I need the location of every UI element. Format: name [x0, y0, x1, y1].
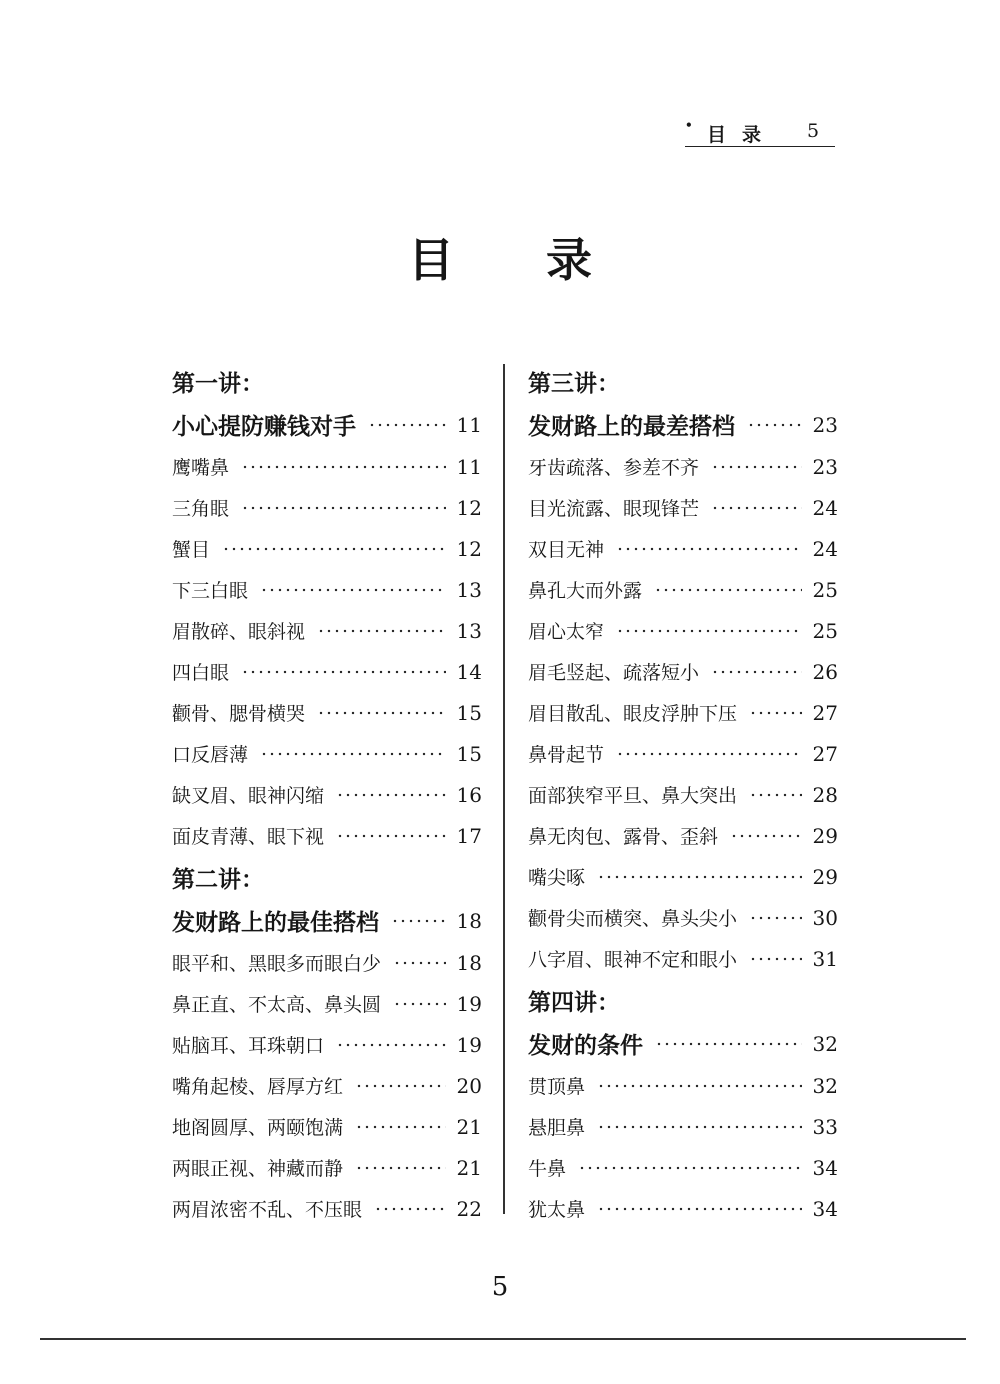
dot-leader [260, 586, 446, 594]
toc-entry-label: 鼻无肉包、露骨、歪斜 [528, 826, 719, 848]
toc-entry-page: 28 [812, 782, 838, 807]
toc-entry[interactable] [172, 942, 482, 983]
dot-leader [747, 421, 802, 429]
toc-section-heading[interactable] [528, 403, 838, 446]
toc-entry[interactable] [528, 487, 838, 528]
bottom-rule [40, 1338, 966, 1340]
toc-entry-page: 24 [812, 495, 838, 520]
dot-leader [260, 750, 446, 758]
dot-leader [336, 832, 446, 840]
toc-entry[interactable] [172, 1106, 482, 1147]
toc-entry[interactable] [172, 733, 482, 774]
toc-entry-label: 眼平和、黑眼多而眼白少 [172, 953, 382, 975]
toc-entry[interactable] [528, 1065, 838, 1106]
toc-entry-page: 32 [812, 1031, 838, 1056]
toc-entry[interactable] [172, 487, 482, 528]
toc-entry-page: 15 [456, 700, 482, 725]
dot-leader [616, 627, 802, 635]
toc-entry-label: 地阁圆厚、两颐饱满 [172, 1117, 344, 1139]
toc-entry[interactable] [528, 815, 838, 856]
toc-entry[interactable] [528, 856, 838, 897]
toc-entry-page: 13 [456, 618, 482, 643]
dot-leader [749, 791, 802, 799]
running-head-page: 5 [807, 120, 820, 142]
toc-entry-page: 27 [812, 700, 838, 725]
toc-entry[interactable] [172, 569, 482, 610]
dot-leader [355, 1123, 446, 1131]
toc-entry-page: 27 [812, 741, 838, 766]
toc-entry-label: 双目无神 [528, 539, 605, 561]
toc-entry-label: 嘴角起棱、唇厚方红 [172, 1076, 344, 1098]
toc-entry-label: 颧骨、腮骨横哭 [172, 703, 306, 725]
toc-entry-label: 蟹目 [172, 539, 211, 561]
toc-entry-label: 发财路上的最佳搭档 [172, 909, 379, 936]
toc-entry[interactable] [528, 733, 838, 774]
toc-entry[interactable] [172, 774, 482, 815]
toc-entry-page: 33 [812, 1114, 838, 1139]
dot-leader [374, 1205, 446, 1213]
dot-leader [393, 959, 446, 967]
toc-entry-page: 23 [812, 454, 838, 479]
toc-lecture-title [528, 360, 838, 403]
toc-entry-page: 21 [456, 1155, 482, 1180]
toc-entry-page: 13 [456, 577, 482, 602]
toc-entry-label: 目光流露、眼现锋芒 [528, 498, 700, 520]
toc-entry-label: 八字眉、眼神不定和眼小 [528, 949, 738, 971]
toc-entry-label: 悬胆鼻 [528, 1117, 586, 1139]
toc-entry-page: 34 [812, 1196, 838, 1221]
toc-entry-label: 牛鼻 [528, 1158, 567, 1180]
toc-entry-label: 颧骨尖而横突、鼻头尖小 [528, 908, 738, 930]
footer-page-number: 5 [491, 1272, 509, 1302]
toc-entry[interactable] [172, 1147, 482, 1188]
toc-entry-page: 19 [456, 1032, 482, 1057]
toc-entry-label: 发财的条件 [528, 1032, 643, 1059]
dot-leader [616, 750, 802, 758]
toc-section-heading[interactable] [172, 403, 482, 446]
toc-entry-label: 缺叉眉、眼神闪缩 [172, 785, 325, 807]
toc-entry-page: 16 [456, 782, 482, 807]
dot-leader [578, 1164, 802, 1172]
dot-leader [749, 955, 802, 963]
page-title: 目 录 [407, 233, 630, 287]
toc-entry[interactable] [172, 610, 482, 651]
dot-leader [597, 873, 802, 881]
toc-entry[interactable] [528, 692, 838, 733]
toc-entry-label: 四白眼 [172, 662, 230, 684]
toc-entry-label: 第二讲： [172, 866, 264, 893]
toc-entry-label: 第四讲： [528, 989, 620, 1016]
dot-leader [317, 627, 446, 635]
toc-entry[interactable] [528, 1188, 838, 1229]
toc-entry-label: 面部狭窄平旦、鼻大突出 [528, 785, 738, 807]
toc-section-heading[interactable] [528, 1022, 838, 1065]
toc-entry-page: 20 [456, 1073, 482, 1098]
dot-leader [597, 1205, 802, 1213]
dot-leader [711, 504, 802, 512]
toc-entry-label: 下三白眼 [172, 580, 249, 602]
toc-entry[interactable] [172, 1188, 482, 1229]
toc-entry[interactable] [172, 692, 482, 733]
toc-entry[interactable] [172, 815, 482, 856]
toc-entry-label: 发财路上的最差搭档 [528, 413, 735, 440]
dot-leader [391, 917, 446, 925]
running-head [685, 116, 835, 147]
toc-entry-page: 29 [812, 864, 838, 889]
toc-entry-page: 18 [456, 908, 482, 933]
dot-leader [597, 1123, 802, 1131]
toc-entry-label: 眉毛竖起、疏落短小 [528, 662, 700, 684]
toc-entry-page: 11 [456, 454, 482, 479]
toc-entry[interactable] [172, 983, 482, 1024]
dot-leader [368, 421, 446, 429]
dot-leader [336, 791, 446, 799]
dot-leader [655, 1040, 802, 1048]
toc-lecture-title [172, 856, 482, 899]
dot-leader [393, 1000, 446, 1008]
toc-entry[interactable] [528, 1147, 838, 1188]
toc-entry-label: 眉目散乱、眼皮浮肿下压 [528, 703, 738, 725]
dot-leader [336, 1041, 446, 1049]
toc-entry-label: 面皮青薄、眼下视 [172, 826, 325, 848]
toc-entry-page: 22 [456, 1196, 482, 1221]
toc-entry-label: 鼻正直、不太高、鼻头圆 [172, 994, 382, 1016]
toc-right-column [528, 360, 838, 1229]
toc-lecture-title [172, 360, 482, 403]
toc-entry-label: 贯顶鼻 [528, 1076, 586, 1098]
toc-lecture-title [528, 979, 838, 1022]
toc-entry-page: 17 [456, 823, 482, 848]
column-divider [503, 364, 505, 1214]
toc-entry-page: 15 [456, 741, 482, 766]
toc-entry-page: 25 [812, 577, 838, 602]
dot-leader [616, 545, 802, 553]
dot-leader [654, 586, 802, 594]
dot-leader [355, 1164, 446, 1172]
dot-leader [355, 1082, 446, 1090]
toc-entry-page: 12 [456, 536, 482, 561]
dot-leader [711, 463, 802, 471]
toc-entry-page: 25 [812, 618, 838, 643]
toc-entry-label: 两眉浓密不乱、不压眼 [172, 1199, 363, 1221]
toc-entry[interactable] [172, 1065, 482, 1106]
toc-entry-label: 小心提防赚钱对手 [172, 413, 356, 440]
dot-leader [749, 709, 802, 717]
dot-leader [597, 1082, 802, 1090]
toc-entry-label: 鼻骨起节 [528, 744, 605, 766]
toc-entry-label: 口反唇薄 [172, 744, 249, 766]
dot-leader [241, 668, 446, 676]
toc-entry-label: 鼻孔大而外露 [528, 580, 643, 602]
toc-entry[interactable] [528, 1106, 838, 1147]
running-head-title: 目录 [707, 124, 778, 146]
toc-entry-label: 鹰嘴鼻 [172, 457, 230, 479]
toc-entry[interactable] [528, 610, 838, 651]
toc-section-heading[interactable] [172, 899, 482, 942]
toc-entry-label: 贴脑耳、耳珠朝口 [172, 1035, 325, 1057]
toc-entry[interactable] [528, 774, 838, 815]
toc-entry-page: 21 [456, 1114, 482, 1139]
dot-leader [317, 709, 446, 717]
toc-entry-page: 18 [456, 950, 482, 975]
toc-entry-page: 19 [456, 991, 482, 1016]
toc-entry-label: 犹太鼻 [528, 1199, 586, 1221]
toc-entry-label: 眉散碎、眼斜视 [172, 621, 306, 643]
toc-entry-label: 嘴尖啄 [528, 867, 586, 889]
dot-leader [749, 914, 802, 922]
toc-entry-page: 29 [812, 823, 838, 848]
toc-entry-label: 牙齿疏落、参差不齐 [528, 457, 700, 479]
toc-entry-page: 24 [812, 536, 838, 561]
toc-entry-page: 14 [456, 659, 482, 684]
dot-leader [730, 832, 802, 840]
toc-entry-page: 34 [812, 1155, 838, 1180]
toc-entry-label: 三角眼 [172, 498, 230, 520]
toc-entry-label: 第三讲： [528, 370, 620, 397]
toc-entry[interactable] [528, 897, 838, 938]
toc-left-column [172, 360, 482, 1229]
toc-entry[interactable] [172, 528, 482, 569]
toc-entry-page: 31 [812, 946, 838, 971]
dot-leader [241, 504, 446, 512]
toc-entry[interactable] [172, 651, 482, 692]
toc-entry-page: 32 [812, 1073, 838, 1098]
dot-leader [222, 545, 446, 553]
toc-entry[interactable] [528, 651, 838, 692]
running-head-dot: • [685, 118, 693, 132]
toc-entry-page: 12 [456, 495, 482, 520]
toc-entry-page: 30 [812, 905, 838, 930]
toc-entry-label: 两眼正视、神藏而静 [172, 1158, 344, 1180]
dot-leader [711, 668, 802, 676]
toc-entry[interactable] [528, 938, 838, 979]
toc-entry-label: 眉心太窄 [528, 621, 605, 643]
dot-leader [241, 463, 446, 471]
toc-entry-page: 11 [456, 412, 482, 437]
toc-entry[interactable] [528, 528, 838, 569]
toc-entry[interactable] [528, 569, 838, 610]
toc-entry-page: 26 [812, 659, 838, 684]
toc-entry-page: 23 [812, 412, 838, 437]
toc-entry[interactable] [172, 446, 482, 487]
toc-entry[interactable] [172, 1024, 482, 1065]
toc-entry-label: 第一讲： [172, 370, 264, 397]
toc-entry[interactable] [528, 446, 838, 487]
